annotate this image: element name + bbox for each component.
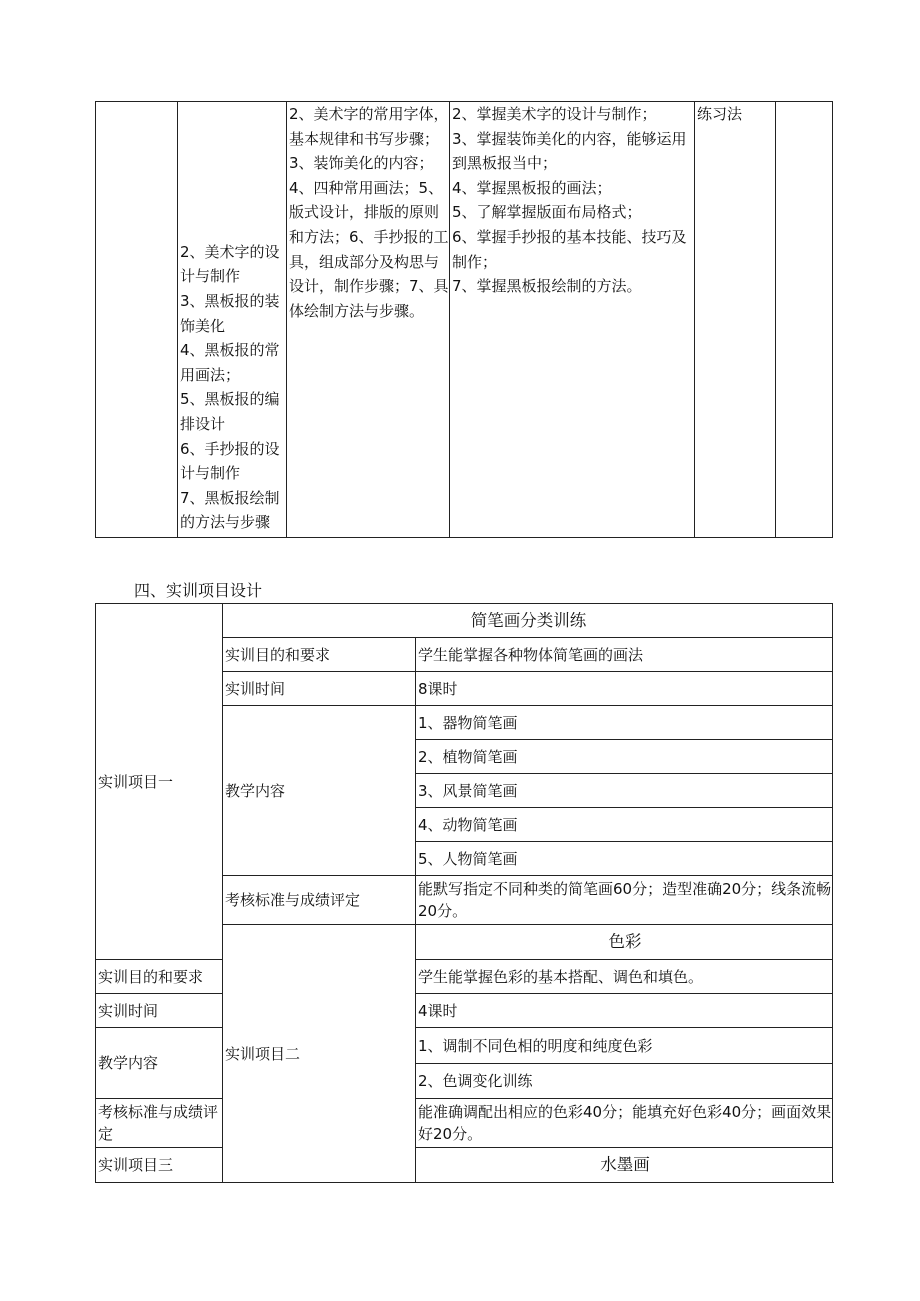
- project-name: 实训项目三: [96, 1148, 223, 1183]
- content-item: 5、人物简笔画: [416, 842, 833, 876]
- content-item: 2、色调变化训练: [416, 1064, 833, 1099]
- row-label: 实训目的和要求: [96, 960, 223, 994]
- project-title: 色彩: [416, 925, 833, 960]
- cell-teaching-method: 练习法: [695, 102, 776, 538]
- row-label: 实训目的和要求: [223, 638, 416, 672]
- row-label: 考核标准与成绩评定: [223, 876, 416, 925]
- content-item: 1、器物简笔画: [416, 706, 833, 740]
- cell-chapter-titles: 2、美术字的设计与制作 3、黑板报的装饰美化 4、黑板报的常用画法； 5、黑板报的编排设计 6、手抄报的设计与制作 7、黑板报绘制的方法与步骤: [178, 102, 287, 538]
- project-name: 实训项目一: [96, 604, 223, 960]
- row-label: 教学内容: [223, 706, 416, 876]
- content-item: 3、风景简笔画: [416, 774, 833, 808]
- row-label: 实训时间: [223, 672, 416, 706]
- project-name: 实训项目二: [223, 925, 416, 1183]
- cell-col6: [776, 102, 833, 538]
- table-row: [96, 1028, 833, 1064]
- row-value: 能准确调配出相应的色彩40分；能填充好色彩40分；画面效果好20分。: [416, 1099, 833, 1148]
- row-value: 4课时: [416, 994, 833, 1028]
- project-title: 简笔画分类训练: [223, 604, 833, 638]
- cell-col1: [96, 102, 178, 538]
- row-value: 8课时: [416, 672, 833, 706]
- row-value: 学生能掌握色彩的基本搭配、调色和填色。: [416, 960, 833, 994]
- content-item: 4、动物简笔画: [416, 808, 833, 842]
- table-row: [96, 604, 833, 638]
- content-item: 2、植物简笔画: [416, 740, 833, 774]
- cell-teaching-goals: 2、掌握美术字的设计与制作； 3、掌握装饰美化的内容，能够运用到黑板报当中； 4、掌握黑板报的画法； 5、了解掌握版面布局格式； 6、掌握手抄报的基本技能、技巧及制作； 7、掌握黑板报绘制的方法。: [450, 102, 695, 538]
- table-row: [96, 960, 833, 994]
- project-title: 水墨画: [416, 1148, 833, 1183]
- table-row: [96, 102, 833, 538]
- cell-teaching-content: 2、美术字的常用字体，基本规律和书写步骤；3、装饰美化的内容；4、四种常用画法；5、版式设计，排版的原则和方法；6、手抄报的工具，组成部分及构思与设计，制作步骤；7、具体绘制方法与步骤。: [287, 102, 450, 538]
- training-projects-table: [95, 603, 833, 1183]
- table-row: [96, 994, 833, 1028]
- section-heading: 四、实训项目设计: [134, 581, 263, 600]
- row-label: 教学内容: [96, 1028, 223, 1099]
- row-value: 学生能掌握各种物体简笔画的画法: [416, 638, 833, 672]
- row-label: 实训时间: [96, 994, 223, 1028]
- table-row: [96, 1099, 833, 1148]
- table-row: [96, 1148, 833, 1183]
- content-item: 1、调制不同色相的明度和纯度色彩: [416, 1028, 833, 1064]
- row-label: 考核标准与成绩评定: [96, 1099, 223, 1148]
- row-value: 能默写指定不同种类的简笔画60分；造型准确20分；线条流畅20分。: [416, 876, 833, 925]
- course-content-table: [95, 101, 833, 538]
